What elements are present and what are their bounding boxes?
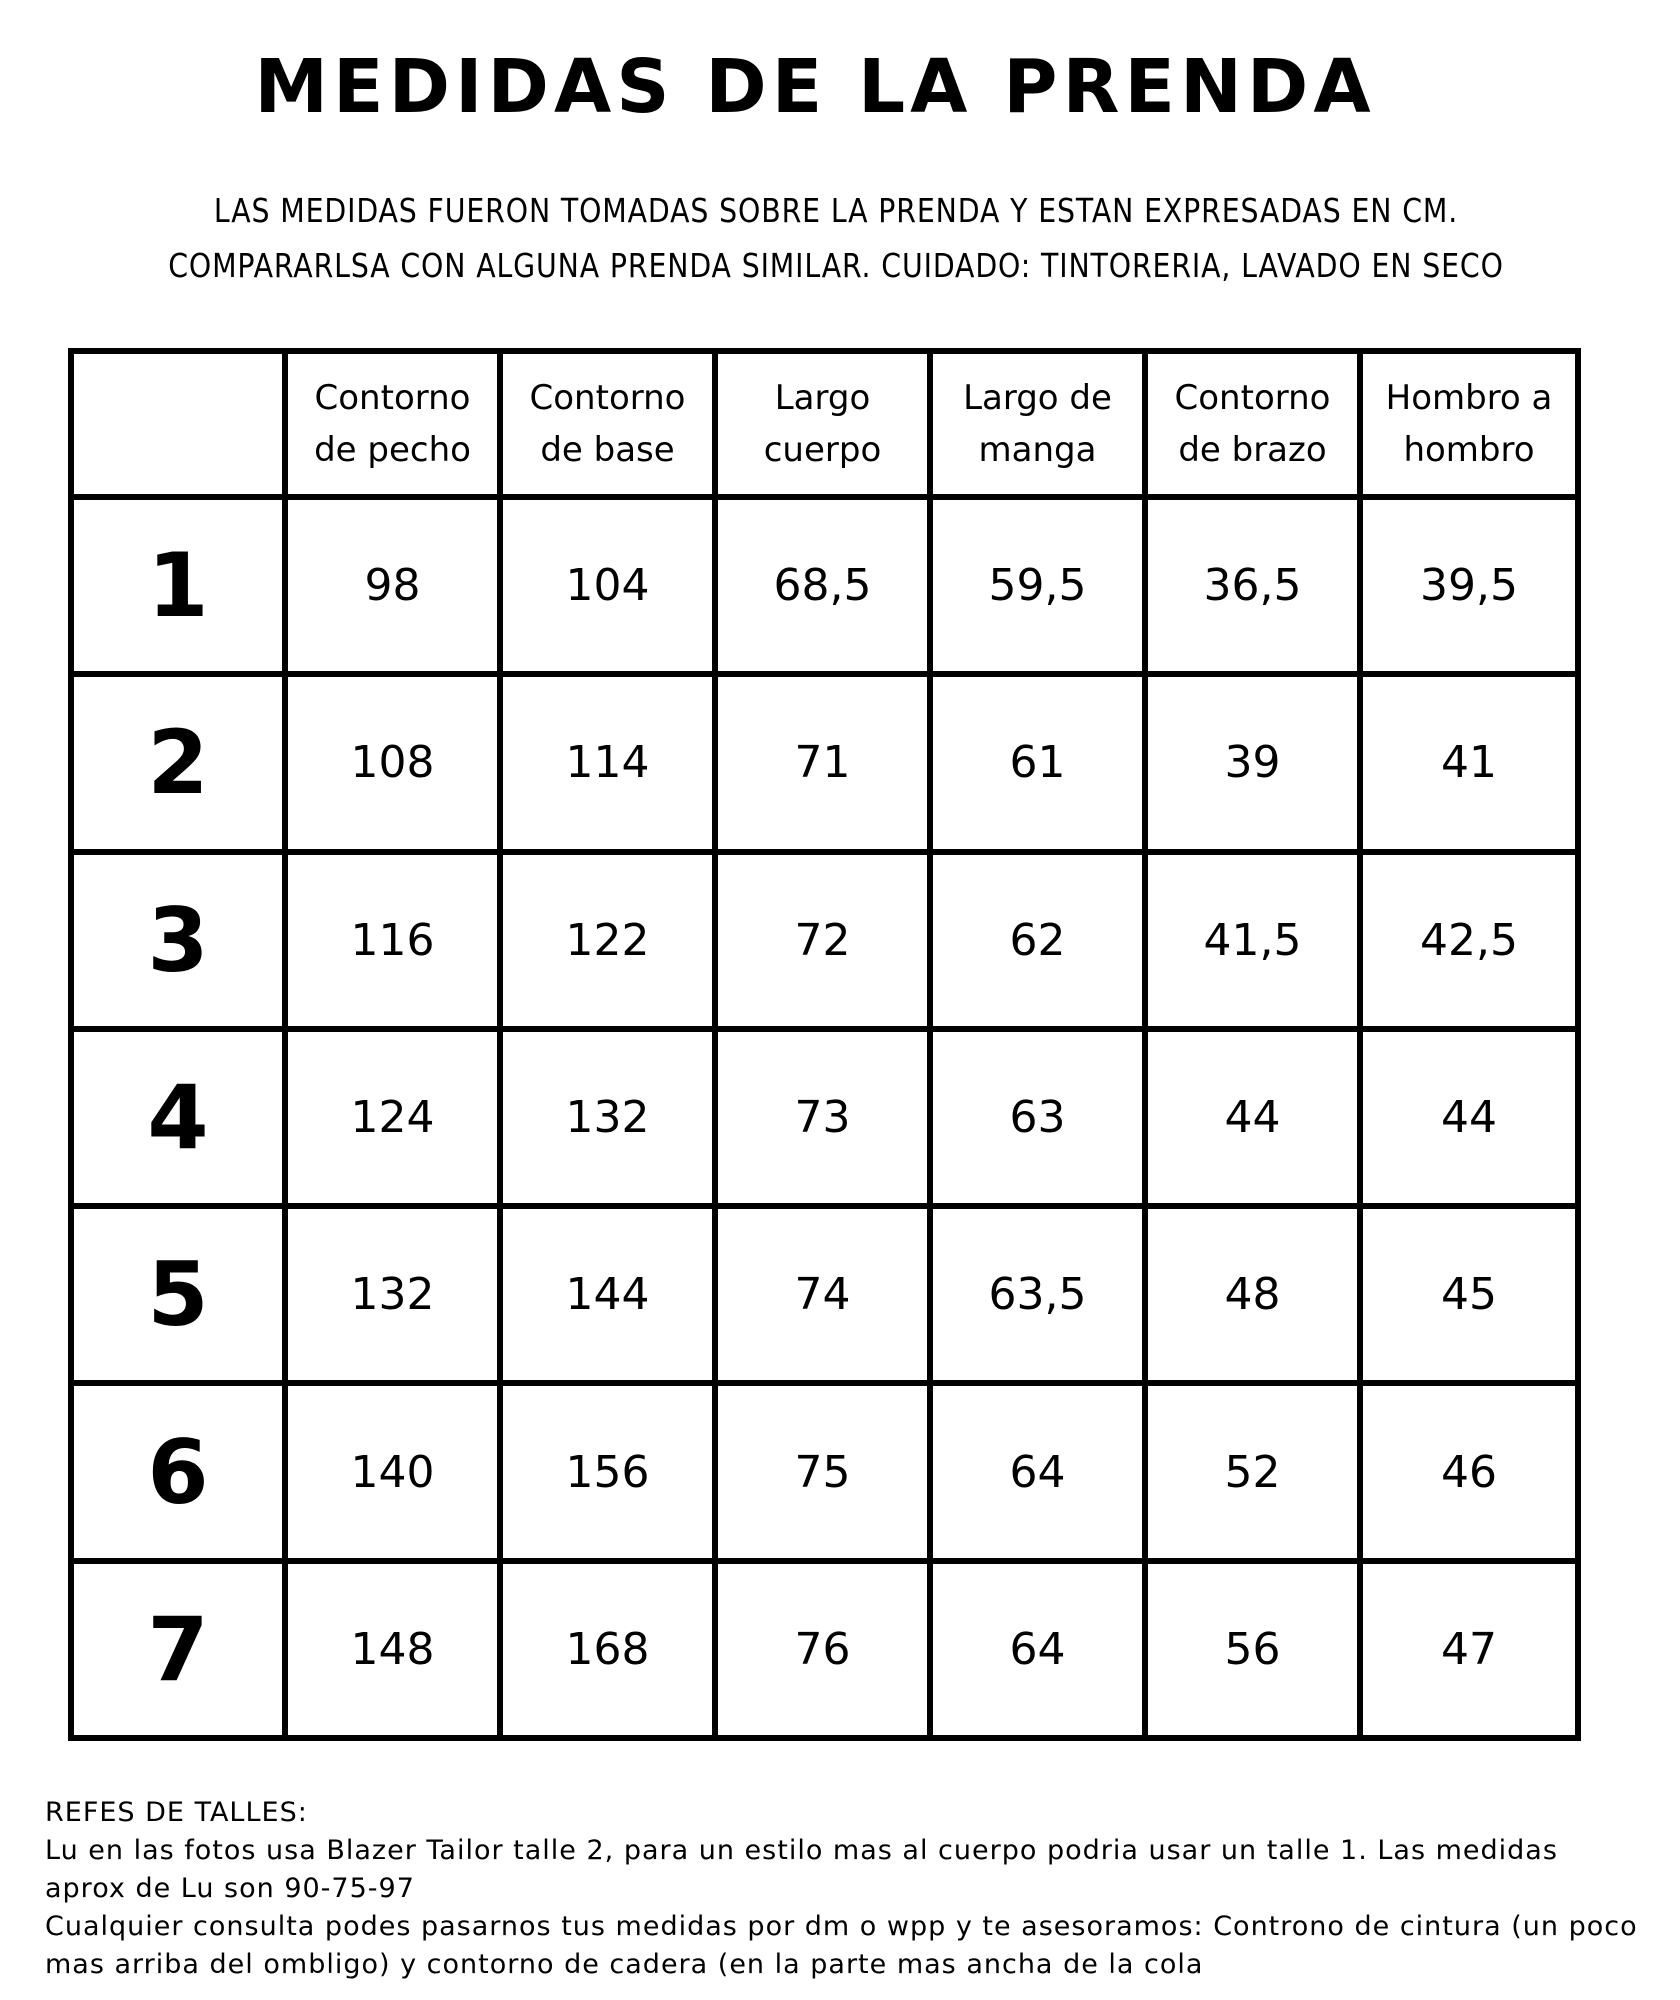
subtitle-line-2: COMPARARLSA CON ALGUNA PRENDA SIMILAR. CUIDADO: TINTORERIA, LAVADO EN SECO [168, 246, 1504, 285]
table-cell: 122 [500, 852, 715, 1029]
header-contorno-de-pecho [285, 351, 500, 497]
table-row [71, 1561, 1578, 1738]
table-cell: 44 [1360, 1029, 1578, 1206]
table-cell: 73 [715, 1029, 930, 1206]
notes-line-2: Cualquier consulta podes pasarnos tus medidas por dm o wpp y te asesoramos: Controno de cintura (un poco mas arriba del ombligo) y contorno de cadera (en la parte mas ancha de la cola [45, 1911, 1638, 1980]
table-cell: 75 [715, 1383, 930, 1560]
header-label-line1: Contorno [1174, 378, 1331, 418]
table-cell: 46 [1360, 1383, 1578, 1560]
size-label: 1 [71, 497, 285, 674]
header-label-line1: Contorno [529, 378, 686, 418]
table-cell: 52 [1145, 1383, 1360, 1560]
table-cell: 64 [930, 1383, 1145, 1560]
header-contorno-de-brazo [1145, 351, 1360, 497]
table-cell: 63,5 [930, 1206, 1145, 1383]
table-cell: 168 [500, 1561, 715, 1738]
table-cell: 48 [1145, 1206, 1360, 1383]
header-label-line1: Contorno [314, 378, 471, 418]
header-label-line1: Hombro a [1385, 378, 1553, 418]
table-cell: 114 [500, 674, 715, 851]
page-title: MEDIDAS DE LA PRENDA [254, 44, 1376, 130]
size-label: 6 [71, 1383, 285, 1560]
table-cell: 140 [285, 1383, 500, 1560]
table-cell: 42,5 [1360, 852, 1578, 1029]
header-hombro-a-hombro [1360, 351, 1578, 497]
table-cell: 44 [1145, 1029, 1360, 1206]
header-label-line2: hombro [1403, 430, 1535, 470]
header-label-line2: de brazo [1178, 430, 1327, 470]
table-cell: 62 [930, 852, 1145, 1029]
notes-line-1: Lu en las fotos usa Blazer Tailor talle 2, para un estilo mas al cuerpo podria usar un talle 1. Las medidas aprox de Lu son 90-75-97 [45, 1835, 1558, 1904]
header-largo-cuerpo [715, 351, 930, 497]
table-cell: 148 [285, 1561, 500, 1738]
table-cell: 56 [1145, 1561, 1360, 1738]
table-cell: 64 [930, 1561, 1145, 1738]
table-cell: 41,5 [1145, 852, 1360, 1029]
table-cell: 104 [500, 497, 715, 674]
table-cell: 132 [500, 1029, 715, 1206]
table-cell: 39,5 [1360, 497, 1578, 674]
table-cell: 71 [715, 674, 930, 851]
table-cell: 144 [500, 1206, 715, 1383]
header-label-line1: Largo [774, 378, 871, 418]
table-cell: 63 [930, 1029, 1145, 1206]
table-cell: 68,5 [715, 497, 930, 674]
table-header-row [71, 351, 1578, 497]
subtitle-line-1: LAS MEDIDAS FUERON TOMADAS SOBRE LA PRENDA Y ESTAN EXPRESADAS EN CM. [213, 191, 1459, 230]
table-cell: 156 [500, 1383, 715, 1560]
table-row [71, 1383, 1578, 1560]
table-cell: 47 [1360, 1561, 1578, 1738]
table-row [71, 497, 1578, 674]
size-label: 2 [71, 674, 285, 851]
header-label-line2: de pecho [314, 430, 471, 470]
header-largo-de-manga [930, 351, 1145, 497]
header-label-line2: manga [978, 430, 1097, 470]
size-label: 7 [71, 1561, 285, 1738]
table-cell: 74 [715, 1206, 930, 1383]
size-label: 3 [71, 852, 285, 1029]
header-label-line2: de base [540, 430, 675, 470]
table-cell: 39 [1145, 674, 1360, 851]
table-cell: 61 [930, 674, 1145, 851]
table-cell: 132 [285, 1206, 500, 1383]
table-cell: 72 [715, 852, 930, 1029]
table-cell: 76 [715, 1561, 930, 1738]
header-label-line2: cuerpo [763, 430, 882, 470]
table-row [71, 1206, 1578, 1383]
notes-heading: REFES DE TALLES: [45, 1797, 308, 1828]
table-cell: 59,5 [930, 497, 1145, 674]
header-contorno-de-base [500, 351, 715, 497]
table-cell: 116 [285, 852, 500, 1029]
size-chart-table [68, 348, 1581, 1741]
table-cell: 98 [285, 497, 500, 674]
table-cell: 124 [285, 1029, 500, 1206]
header-label-line1: Largo de [963, 378, 1112, 418]
size-reference-notes [45, 1794, 1645, 1984]
header-empty-cell [71, 351, 285, 497]
table-row [71, 1029, 1578, 1206]
size-label: 4 [71, 1029, 285, 1206]
table-row [71, 852, 1578, 1029]
size-label: 5 [71, 1206, 285, 1383]
table-row [71, 674, 1578, 851]
table-cell: 108 [285, 674, 500, 851]
table-cell: 41 [1360, 674, 1578, 851]
table-cell: 36,5 [1145, 497, 1360, 674]
table-cell: 45 [1360, 1206, 1578, 1383]
